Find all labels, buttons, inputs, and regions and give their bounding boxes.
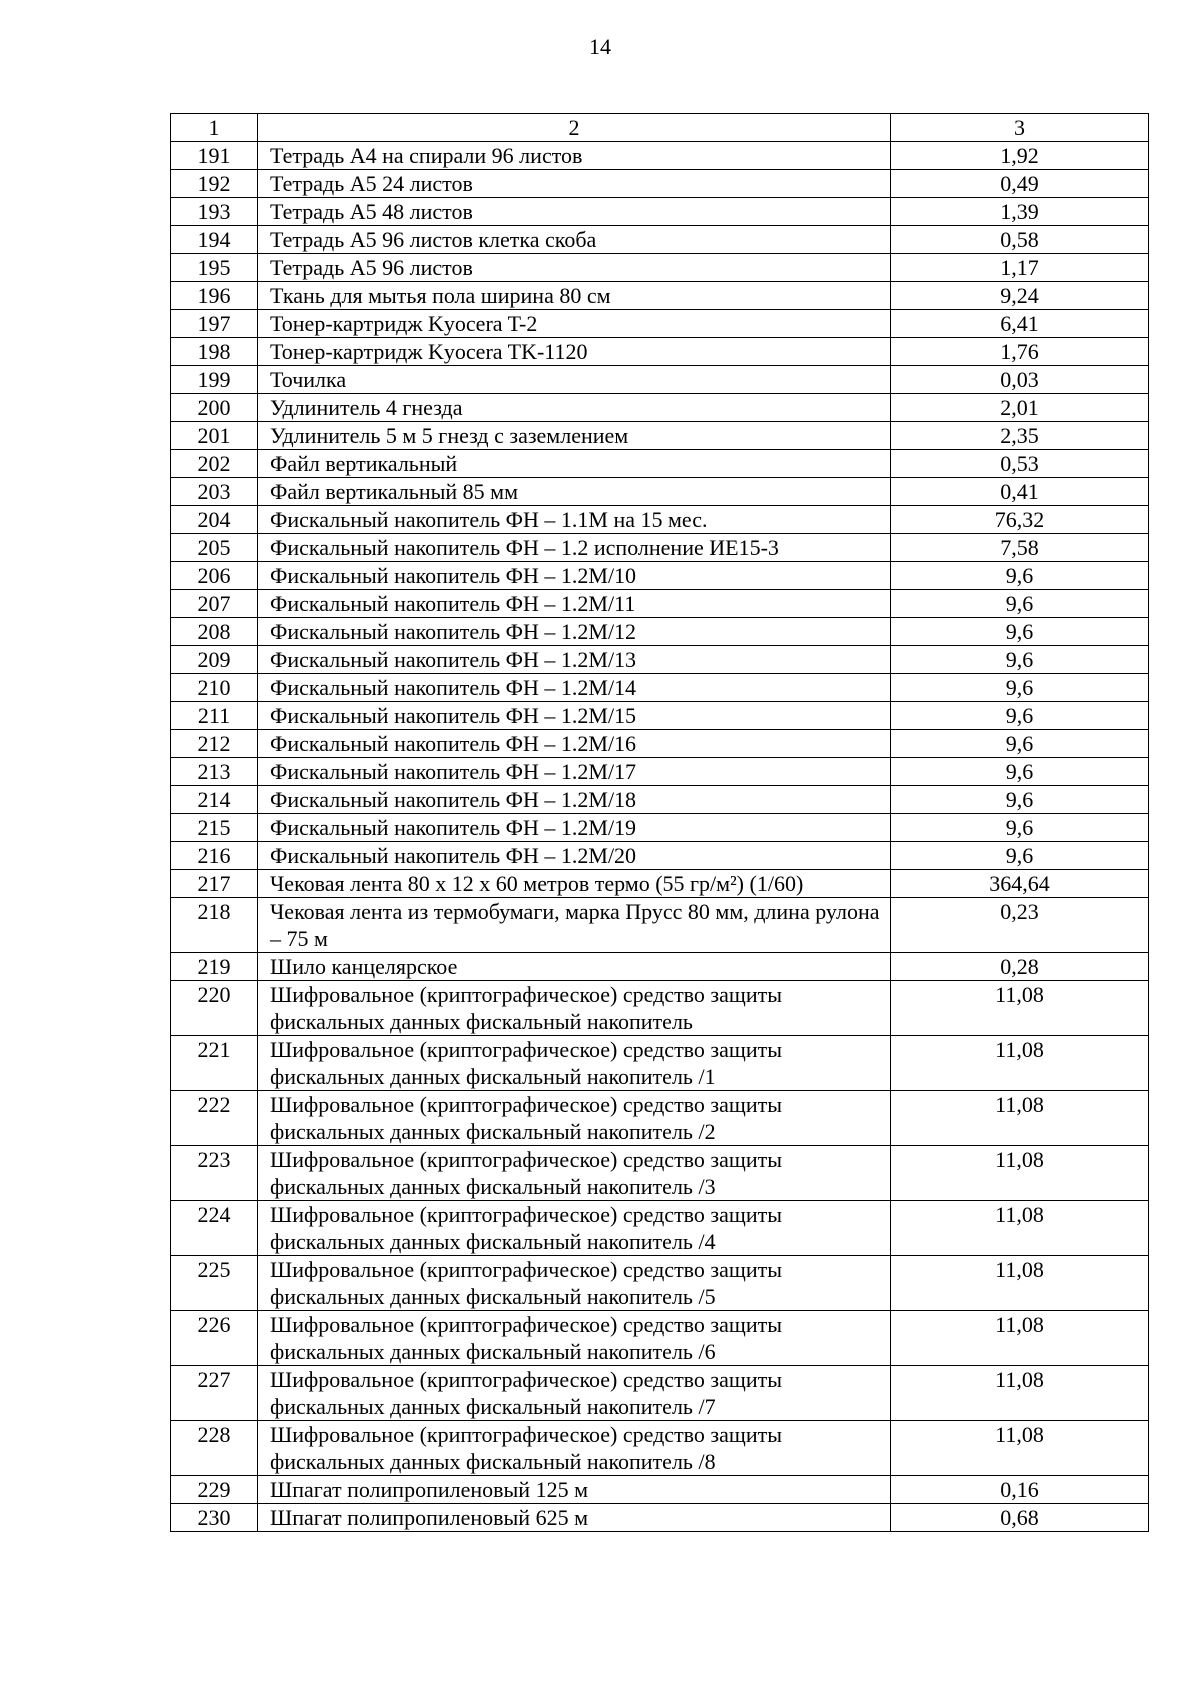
item-name-cell: Шифровальное (криптографическое) средство защиты фискальных данных фискальный накопитель /4 [258,1201,891,1256]
item-name-cell: Чековая лента 80 х 12 х 60 метров термо (55 гр/м²) (1/60) [258,870,891,898]
item-name-cell: Удлинитель 5 м 5 гнезд с заземлением [258,422,891,450]
table-row [171,870,1149,898]
item-value-cell: 11,08 [891,1256,1149,1311]
row-number-cell: 216 [171,842,258,870]
item-value-cell: 1,76 [891,338,1149,366]
row-number-cell: 204 [171,506,258,534]
item-name-cell: Фискальный накопитель ФН – 1.1М на 15 мес. [258,506,891,534]
table-row [171,1036,1149,1091]
table-row [171,953,1149,981]
item-value-cell: 2,35 [891,422,1149,450]
table-row [171,1311,1149,1366]
row-number-cell: 225 [171,1256,258,1311]
row-number-cell: 221 [171,1036,258,1091]
item-name-cell: Тетрадь А4 на спирали 96 листов [258,142,891,170]
item-value-cell: 0,53 [891,450,1149,478]
item-name-cell: Фискальный накопитель ФН – 1.2М/19 [258,814,891,842]
item-value-cell: 0,28 [891,953,1149,981]
table-row [171,142,1149,170]
item-value-cell: 0,41 [891,478,1149,506]
item-name-cell: Фискальный накопитель ФН – 1.2М/15 [258,702,891,730]
item-name-cell: Шифровальное (криптографическое) средство защиты фискальных данных фискальный накопитель /2 [258,1091,891,1146]
item-value-cell: 9,6 [891,786,1149,814]
table-row [171,1201,1149,1256]
row-number-cell: 230 [171,1504,258,1532]
table-row [171,702,1149,730]
row-number-cell: 205 [171,534,258,562]
header-cell-1: 1 [171,114,258,142]
item-value-cell: 11,08 [891,1366,1149,1421]
item-value-cell: 2,01 [891,394,1149,422]
row-number-cell: 215 [171,814,258,842]
table-row [171,758,1149,786]
row-number-cell: 199 [171,366,258,394]
item-value-cell: 6,41 [891,310,1149,338]
item-value-cell: 9,6 [891,842,1149,870]
table-row [171,786,1149,814]
row-number-cell: 226 [171,1311,258,1366]
row-number-cell: 203 [171,478,258,506]
item-name-cell: Фискальный накопитель ФН – 1.2М/14 [258,674,891,702]
item-name-cell: Шифровальное (криптографическое) средство защиты фискальных данных фискальный накопитель /6 [258,1311,891,1366]
item-value-cell: 1,92 [891,142,1149,170]
row-number-cell: 213 [171,758,258,786]
item-name-cell: Тонер-картридж Kyocera TK-1120 [258,338,891,366]
table-row [171,366,1149,394]
table-row [171,506,1149,534]
item-name-cell: Тонер-картридж Kyocera T-2 [258,310,891,338]
row-number-cell: 222 [171,1091,258,1146]
item-name-cell: Тетрадь А5 96 листов [258,254,891,282]
item-name-cell: Ткань для мытья пола ширина 80 см [258,282,891,310]
row-number-cell: 197 [171,310,258,338]
item-name-cell: Тетрадь А5 24 листов [258,170,891,198]
table-row [171,534,1149,562]
item-name-cell: Фискальный накопитель ФН – 1.2М/12 [258,618,891,646]
row-number-cell: 206 [171,562,258,590]
item-name-cell: Шифровальное (криптографическое) средство защиты фискальных данных фискальный накопитель /3 [258,1146,891,1201]
row-number-cell: 209 [171,646,258,674]
item-value-cell: 1,17 [891,254,1149,282]
item-value-cell: 0,16 [891,1476,1149,1504]
item-name-cell: Шифровальное (криптографическое) средство защиты фискальных данных фискальный накопитель /7 [258,1366,891,1421]
table-row [171,310,1149,338]
row-number-cell: 220 [171,981,258,1036]
item-value-cell: 11,08 [891,1146,1149,1201]
item-name-cell: Файл вертикальный 85 мм [258,478,891,506]
price-table [170,113,1149,1532]
table-row [171,198,1149,226]
item-value-cell: 9,6 [891,562,1149,590]
item-value-cell: 9,6 [891,814,1149,842]
table-row [171,338,1149,366]
table-row [171,814,1149,842]
item-name-cell: Фискальный накопитель ФН – 1.2М/18 [258,786,891,814]
header-cell-2: 2 [258,114,891,142]
item-name-cell: Шифровальное (криптографическое) средство защиты фискальных данных фискальный накопитель /1 [258,1036,891,1091]
table-body [171,114,1149,1532]
item-value-cell: 1,39 [891,198,1149,226]
item-name-cell: Шифровальное (криптографическое) средство защиты фискальных данных фискальный накопитель [258,981,891,1036]
table-row [171,254,1149,282]
item-name-cell: Файл вертикальный [258,450,891,478]
row-number-cell: 229 [171,1476,258,1504]
row-number-cell: 207 [171,590,258,618]
row-number-cell: 227 [171,1366,258,1421]
item-value-cell: 11,08 [891,1036,1149,1091]
row-number-cell: 223 [171,1146,258,1201]
table-row [171,450,1149,478]
table-row [171,618,1149,646]
table-row [171,646,1149,674]
row-number-cell: 201 [171,422,258,450]
item-name-cell: Точилка [258,366,891,394]
item-value-cell: 7,58 [891,534,1149,562]
row-number-cell: 195 [171,254,258,282]
row-number-cell: 192 [171,170,258,198]
item-name-cell: Фискальный накопитель ФН – 1.2М/20 [258,842,891,870]
row-number-cell: 217 [171,870,258,898]
item-name-cell: Чековая лента из термобумаги, марка Прусс 80 мм, длина рулона – 75 м [258,898,891,953]
item-name-cell: Фискальный накопитель ФН – 1.2М/13 [258,646,891,674]
table-row [171,226,1149,254]
item-value-cell: 0,49 [891,170,1149,198]
item-name-cell: Шифровальное (криптографическое) средство защиты фискальных данных фискальный накопитель /8 [258,1421,891,1476]
table-row [171,590,1149,618]
row-number-cell: 210 [171,674,258,702]
item-value-cell: 9,6 [891,758,1149,786]
item-value-cell: 9,6 [891,590,1149,618]
item-name-cell: Шило канцелярское [258,953,891,981]
table-row [171,394,1149,422]
item-name-cell: Тетрадь А5 96 листов клетка скоба [258,226,891,254]
item-value-cell: 76,32 [891,506,1149,534]
item-name-cell: Фискальный накопитель ФН – 1.2М/10 [258,562,891,590]
table-row [171,842,1149,870]
table-row [171,1421,1149,1476]
table-row [171,562,1149,590]
item-value-cell: 11,08 [891,1311,1149,1366]
item-value-cell: 9,6 [891,730,1149,758]
row-number-cell: 211 [171,702,258,730]
item-name-cell: Фискальный накопитель ФН – 1.2М/16 [258,730,891,758]
item-name-cell: Шпагат полипропиленовый 125 м [258,1476,891,1504]
row-number-cell: 208 [171,618,258,646]
item-value-cell: 0,58 [891,226,1149,254]
item-name-cell: Фискальный накопитель ФН – 1.2М/17 [258,758,891,786]
row-number-cell: 194 [171,226,258,254]
item-value-cell: 0,68 [891,1504,1149,1532]
row-number-cell: 198 [171,338,258,366]
row-number-cell: 202 [171,450,258,478]
item-value-cell: 9,6 [891,618,1149,646]
item-value-cell: 364,64 [891,870,1149,898]
item-value-cell: 11,08 [891,1421,1149,1476]
item-name-cell: Шифровальное (криптографическое) средство защиты фискальных данных фискальный накопитель /5 [258,1256,891,1311]
row-number-cell: 212 [171,730,258,758]
item-name-cell: Шпагат полипропиленовый 625 м [258,1504,891,1532]
row-number-cell: 214 [171,786,258,814]
row-number-cell: 224 [171,1201,258,1256]
table-row [171,422,1149,450]
item-value-cell: 9,24 [891,282,1149,310]
table-row [171,1504,1149,1532]
table-row [171,478,1149,506]
item-value-cell: 0,23 [891,898,1149,953]
table-row [171,674,1149,702]
item-value-cell: 11,08 [891,1091,1149,1146]
row-number-cell: 218 [171,898,258,953]
table-row [171,1091,1149,1146]
item-value-cell: 11,08 [891,981,1149,1036]
item-value-cell: 0,03 [891,366,1149,394]
item-name-cell: Удлинитель 4 гнезда [258,394,891,422]
row-number-cell: 228 [171,1421,258,1476]
item-value-cell: 9,6 [891,674,1149,702]
item-name-cell: Тетрадь А5 48 листов [258,198,891,226]
table-row [171,1476,1149,1504]
table-row [171,1256,1149,1311]
table-header-row [171,114,1149,142]
row-number-cell: 191 [171,142,258,170]
item-name-cell: Фискальный накопитель ФН – 1.2 исполнение ИЕ15-3 [258,534,891,562]
table-row [171,1366,1149,1421]
table-row [171,170,1149,198]
table-row [171,981,1149,1036]
table-row [171,282,1149,310]
page-number: 14 [589,34,611,59]
row-number-cell: 219 [171,953,258,981]
item-name-cell: Фискальный накопитель ФН – 1.2М/11 [258,590,891,618]
table-row [171,1146,1149,1201]
row-number-cell: 196 [171,282,258,310]
table-row [171,898,1149,953]
item-value-cell: 11,08 [891,1201,1149,1256]
row-number-cell: 193 [171,198,258,226]
header-cell-3: 3 [891,114,1149,142]
table-row [171,730,1149,758]
row-number-cell: 200 [171,394,258,422]
item-value-cell: 9,6 [891,702,1149,730]
item-value-cell: 9,6 [891,646,1149,674]
